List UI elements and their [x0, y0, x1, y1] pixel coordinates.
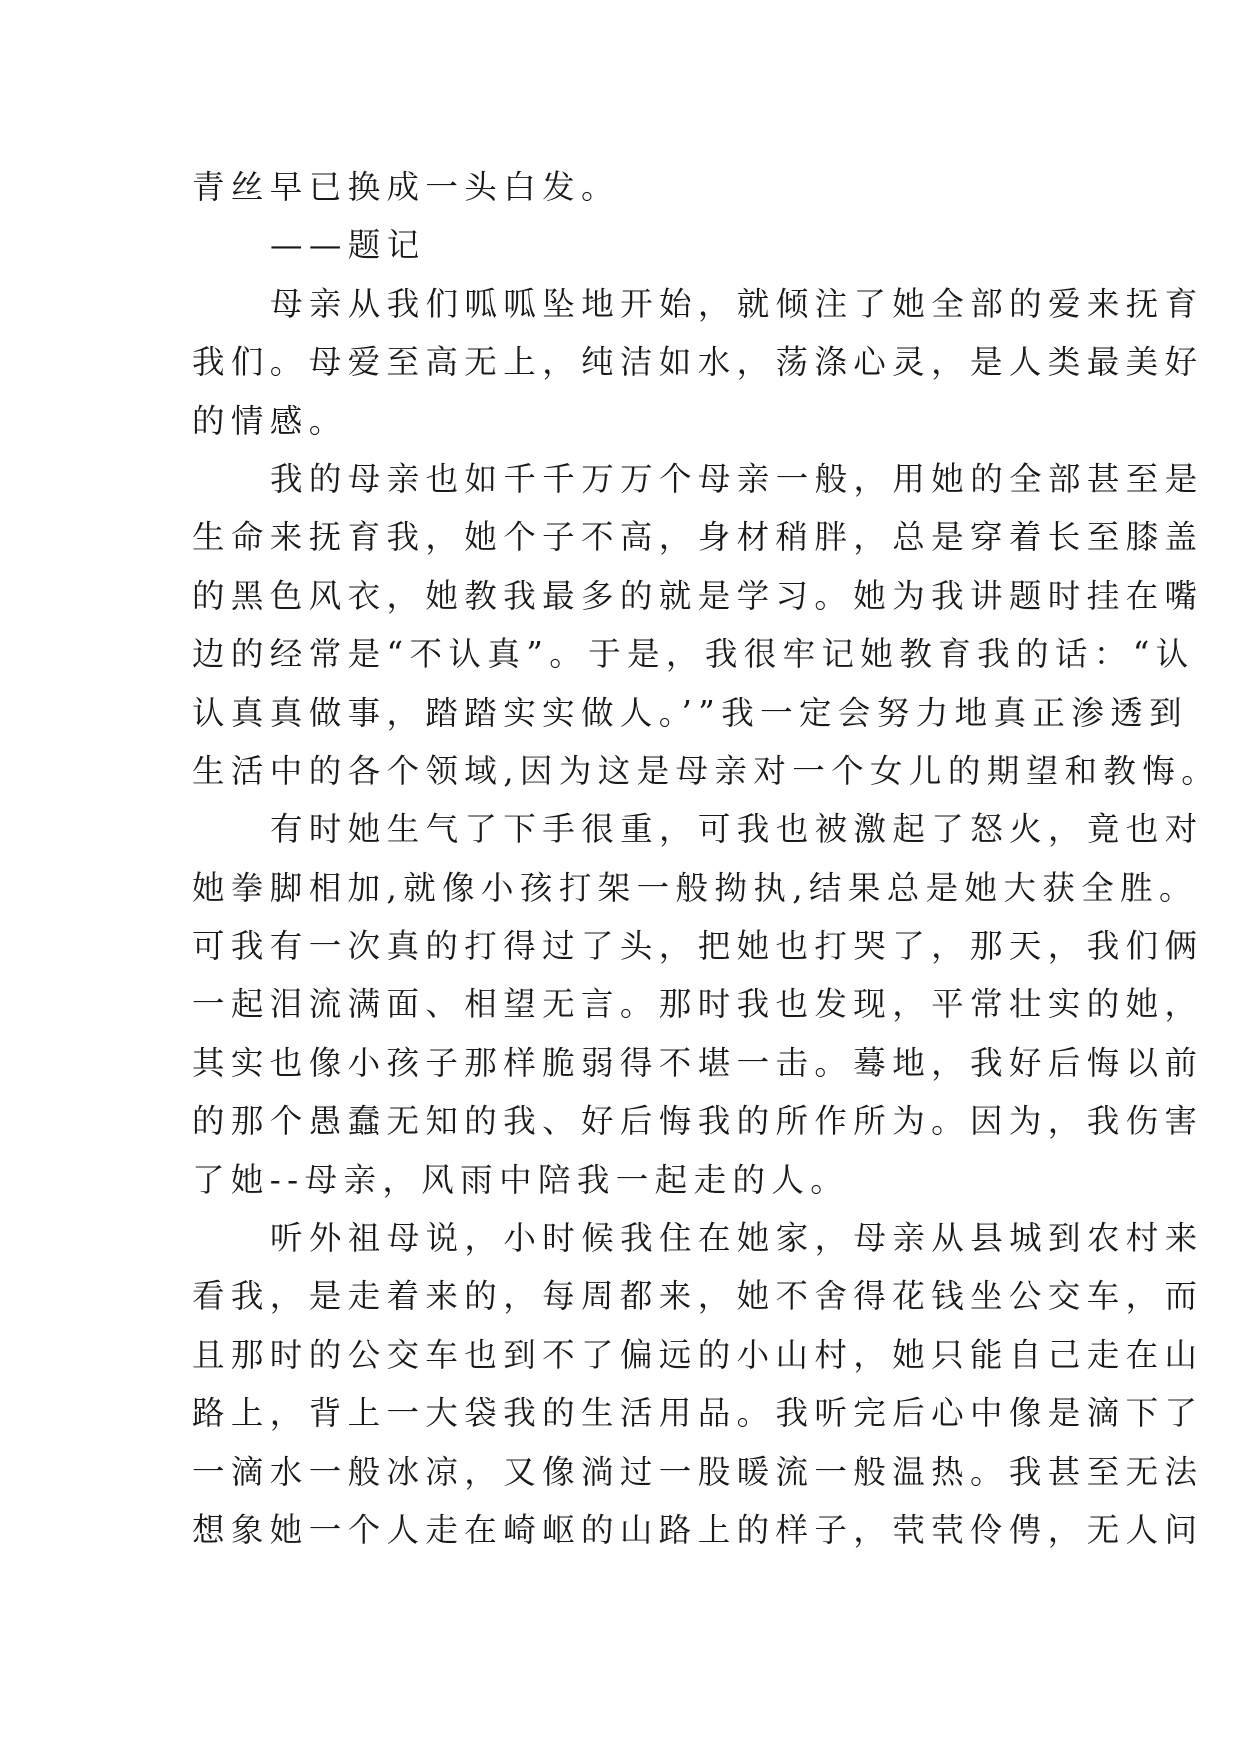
- text-line: 有时她生气了下手很重，可我也被激起了怒火，竟也对: [270, 810, 1204, 849]
- text-line: 生命来抚育我，她个子不高，身材稍胖，总是穿着长至膝盖: [192, 518, 1204, 557]
- text-line: 边的经常是“不认真”。于是，我很牢记她教育我的话：“认: [192, 635, 1195, 674]
- text-line: 了她--母亲，风雨中陪我一起走的人。: [192, 1160, 850, 1199]
- text-line: 想象她一个人走在崎岖的山路上的样子，茕茕伶俜，无人问: [192, 1510, 1204, 1549]
- text-line: 的那个愚蠢无知的我、好后悔我的所作所为。因为，我伤害: [192, 1102, 1204, 1141]
- text-line: 其实也像小孩子那样脆弱得不堪一击。蓦地，我好后悔以前: [192, 1043, 1204, 1082]
- text-line: 听外祖母说，小时候我住在她家，母亲从县城到农村来: [270, 1219, 1204, 1258]
- text-line: 认真真做事，踏踏实实做人。’”我一定会努力地真正渗透到: [192, 693, 1188, 732]
- text-line: 看我，是走着来的，每周都来，她不舍得花钱坐公交车，而: [192, 1277, 1204, 1316]
- text-line: 青丝早已换成一头白发。: [192, 168, 620, 206]
- body-text: [192, 158, 1221, 1559]
- text-line: 她拳脚相加,就像小孩打架一般拗执,结果总是她大获全胜。: [192, 868, 1198, 907]
- text-line: 一滴水一般冰凉，又像淌过一股暖流一般温热。我甚至无法: [192, 1452, 1204, 1491]
- text-line: 生活中的各个领域,因为这是母亲对一个女儿的期望和教悔。: [192, 751, 1221, 790]
- text-line: 母亲从我们呱呱坠地开始，就倾注了她全部的爱来抚育: [270, 284, 1204, 323]
- text-line: 可我有一次真的打得过了头，把她也打哭了，那天，我们俩: [192, 927, 1204, 966]
- text-line: 且那时的公交车也到不了偏远的小山村，她只能自己走在山: [192, 1335, 1204, 1374]
- text-line: 我们。母爱至高无上，纯洁如水，荡涤心灵，是人类最美好: [192, 343, 1204, 382]
- text-line: 我的母亲也如千千万万个母亲一般，用她的全部甚至是: [270, 459, 1204, 498]
- text-line: 路上，背上一大袋我的生活用品。我听完后心中像是滴下了: [192, 1394, 1204, 1433]
- text-line: 一起泪流满面、相望无言。那时我也发现，平常壮实的她，: [192, 985, 1204, 1024]
- text-line: ——题记: [270, 226, 426, 265]
- text-line: 的黑色风衣，她教我最多的就是学习。她为我讲题时挂在嘴: [192, 576, 1204, 615]
- text-line: 的情感。: [192, 401, 348, 440]
